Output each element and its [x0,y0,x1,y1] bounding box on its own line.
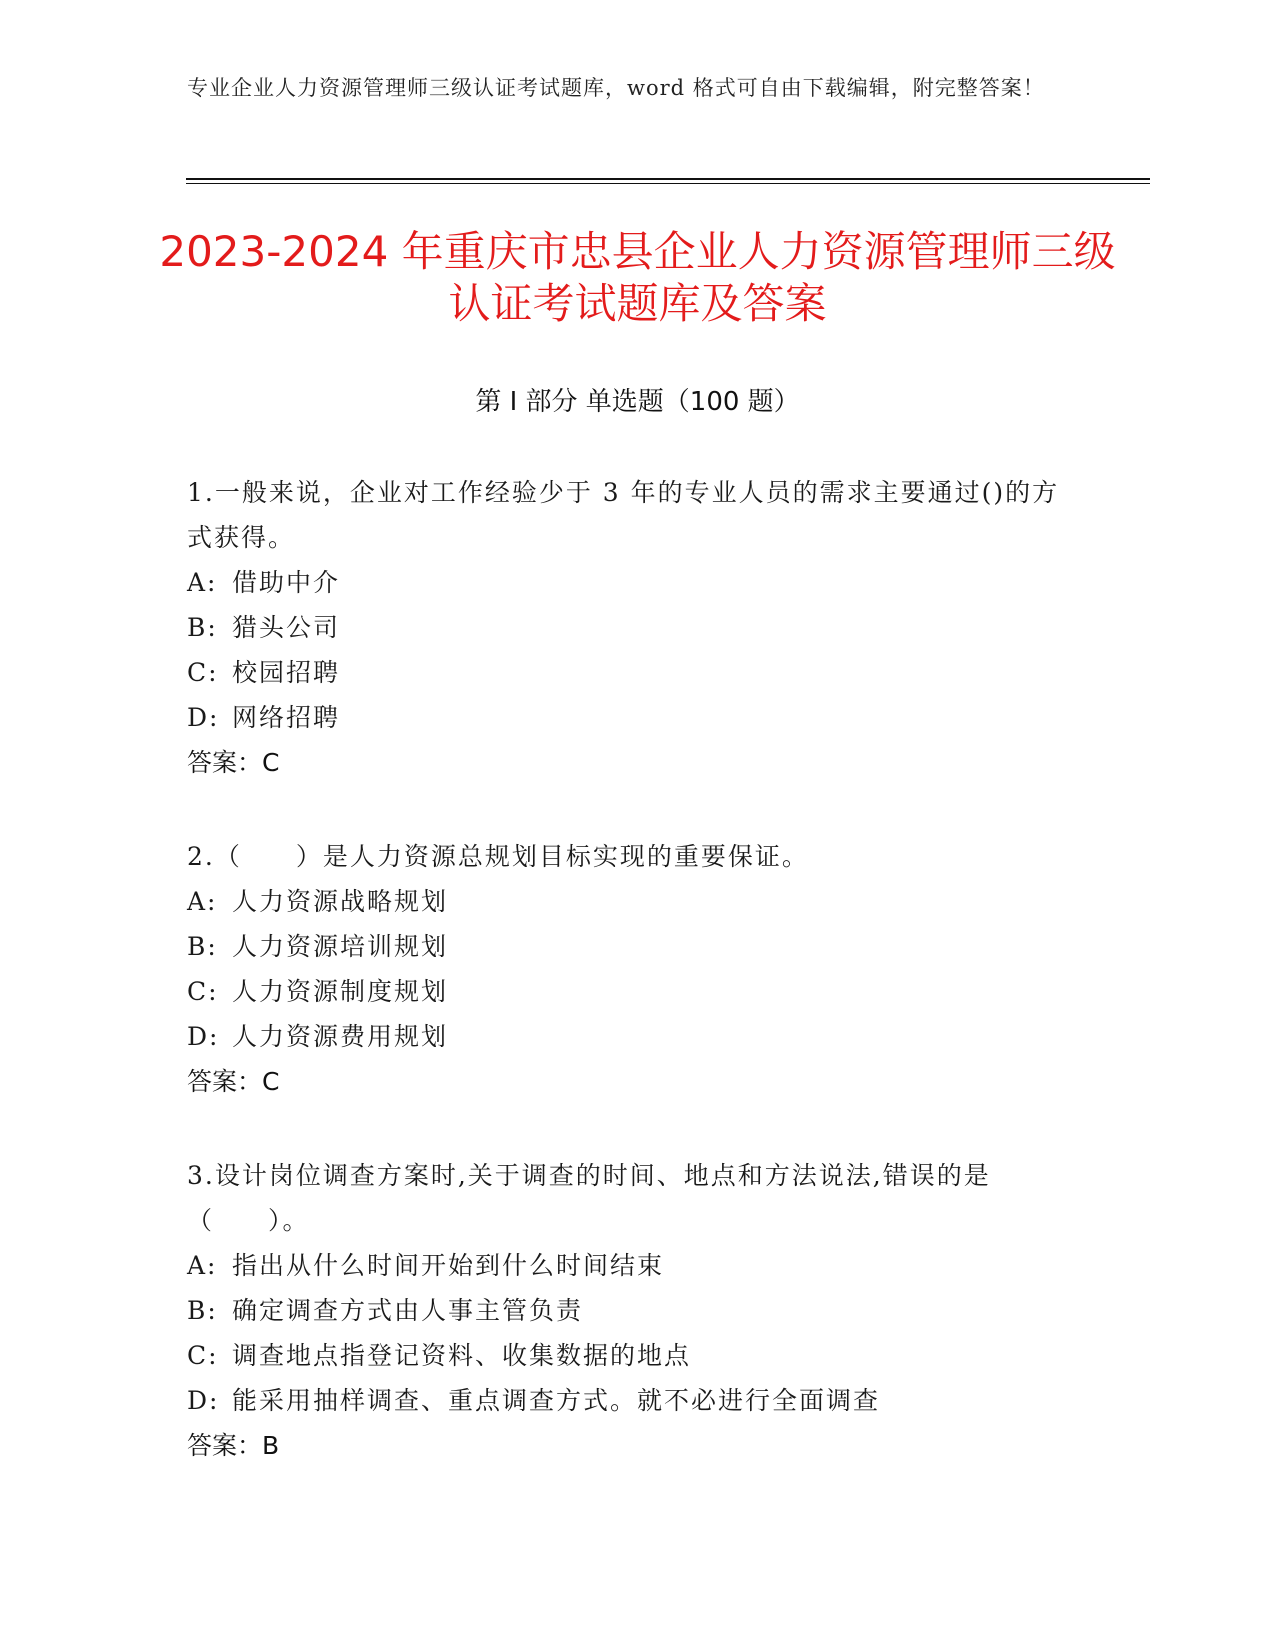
option-letter: D: [187,1386,220,1415]
option-text: 指出从什么时间开始到什么时间结束 [232,1251,665,1280]
option-c [187,1333,1067,1378]
answer: 答案：C [187,1067,280,1096]
option-letter: B: [187,1296,218,1325]
section-title: 第 I 部分 单选题（100 题） [475,387,800,417]
option-letter: B: [187,932,218,961]
answer: 答案：C [187,748,280,777]
question-stem: 2.（ ）是人力资源总规划目标实现的重要保证。 [187,842,809,871]
option-letter: D: [187,703,220,732]
option-text: 人力资源战略规划 [232,887,449,916]
option-text: 人力资源培训规划 [232,932,449,961]
option-text: 能采用抽样调查、重点调查方式。就不必进行全面调查 [232,1386,881,1415]
question-3 [187,1153,1067,1468]
option-text: 确定调查方式由人事主管负责 [232,1296,584,1325]
option-d [187,695,1067,740]
option-letter: A: [187,887,218,916]
question-1 [187,470,1067,785]
question-2 [187,834,1067,1104]
answer: 答案：B [187,1431,280,1460]
question-stem: 3.设计岗位调查方案时,关于调查的时间、地点和方法说法,错误的是（ ）。 [187,1161,991,1235]
option-text: 猎头公司 [232,613,341,642]
option-letter: C: [187,977,219,1006]
header-note: 专业企业人力资源管理师三级认证考试题库，word 格式可自由下载编辑，附完整答案！ [187,76,1045,100]
document-title: 2023-2024 年重庆市忠县企业人力资源管理师三级认证考试题库及答案 [159,227,1116,328]
option-a [187,560,1067,605]
option-letter: A: [187,568,218,597]
option-letter: C: [187,658,219,687]
option-b [187,924,1067,969]
option-letter: A: [187,1251,218,1280]
header-divider-thin [186,183,1150,184]
option-c [187,650,1067,695]
option-c [187,969,1067,1014]
option-d [187,1014,1067,1059]
option-a [187,879,1067,924]
option-text: 网络招聘 [232,703,341,732]
option-a [187,1243,1067,1288]
option-letter: B: [187,613,218,642]
option-d [187,1378,1067,1423]
header-divider-thick [186,178,1150,180]
option-b [187,605,1067,650]
option-text: 借助中介 [232,568,341,597]
question-stem: 1.一般来说，企业对工作经验少于 3 年的专业人员的需求主要通过()的方式获得。 [187,478,1060,552]
option-text: 人力资源制度规划 [232,977,449,1006]
option-letter: D: [187,1022,220,1051]
option-text: 校园招聘 [232,658,341,687]
option-text: 人力资源费用规划 [232,1022,449,1051]
option-letter: C: [187,1341,219,1370]
option-b [187,1288,1067,1333]
option-text: 调查地点指登记资料、收集数据的地点 [232,1341,692,1370]
